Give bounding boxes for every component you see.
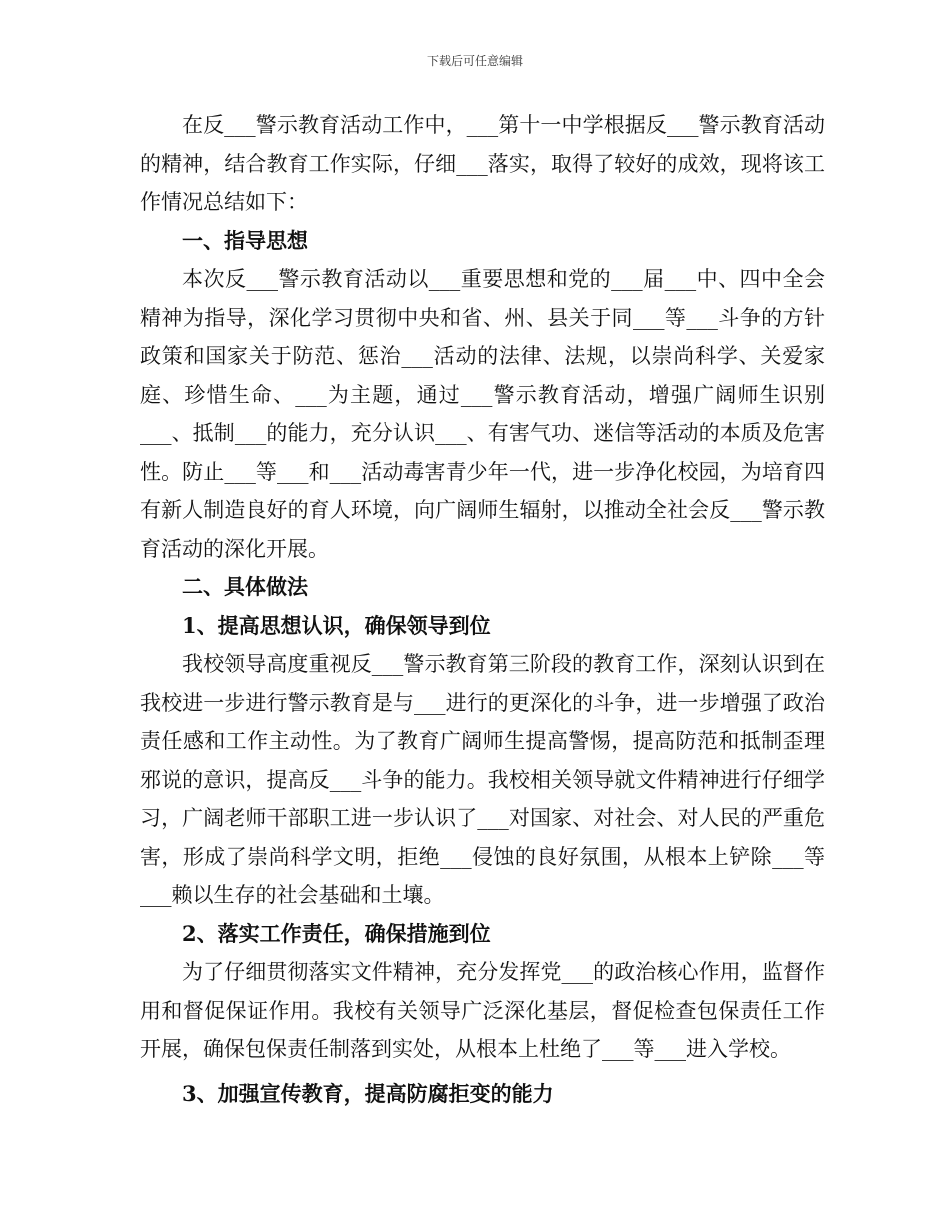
section2-heading: 二、具体做法 bbox=[182, 574, 308, 599]
subsection1-paragraph: 我校领导高度重视反___警示教育第三阶段的教育工作，深刻认识到在我校进一步进行警示教育是与___进行的更深化的斗争，进一步增强了政治责任感和工作主动性。为了教育广阔师生提高警惕，提高防范和抵制歪理邪说的意识，提高反___斗争的能力。我校相关领导就文件精神进行仔细学习，广阔老师干部职工进一步认识了___对国家、对社会、对人民的严重危害，形成了崇尚科学文明，拒绝___侵蚀的良好氛围，从根本上铲除___等___赖以生存的社会基础和土壤。 bbox=[140, 652, 825, 907]
section1-heading: 一、指导思想 bbox=[182, 227, 308, 253]
subsection2-heading: 2、落实工作责任，确保措施到位 bbox=[182, 920, 491, 946]
section1-paragraph: 本次反___警示教育活动以___重要思想和党的___届___中、四中全会精神为指导，深化学习贯彻中央和省、州、县关于同___等___斗争的方针政策和国家关于防范、惩治___活动的法律、法规，以崇尚科学、关爱家庭、珍惜生命、___为主题，通过___警示教育活动，增强广阔师生识别___、抵制___的能力，充分认识___、有害气功、迷信等活动的本质及危害性。防止___等___和___活动毒害青少年一代，进一步净化校园，为培育四有新人制造良好的育人环境，向广阔师生辐射，以推动全社会反___警示教育活动的深化开展。 bbox=[140, 267, 825, 561]
intro-paragraph: 在反___警示教育活动工作中，___第十一中学根据反___警示教育活动的精神，结合教育工作实际，仔细___落实，取得了较好的成效，现将该工作情况总结如下： bbox=[140, 113, 825, 214]
subsection2-paragraph: 为了仔细贯彻落实文件精神，充分发挥党___的政治核心作用，监督作用和督促保证作用。我校有关领导广泛深化基层，督促检查包保责任工作开展，确保包保责任制落到实处，从根本上杜绝了___等___进入学校。 bbox=[140, 960, 825, 1061]
subsection1-heading: 1、提高思想认识，确保领导到位 bbox=[182, 612, 491, 638]
subsection3-heading: 3、加强宣传教育，提高防腐拒变的能力 bbox=[182, 1080, 554, 1106]
document-body bbox=[140, 106, 825, 1113]
page-header: 下载后可任意编辑 bbox=[426, 54, 523, 68]
